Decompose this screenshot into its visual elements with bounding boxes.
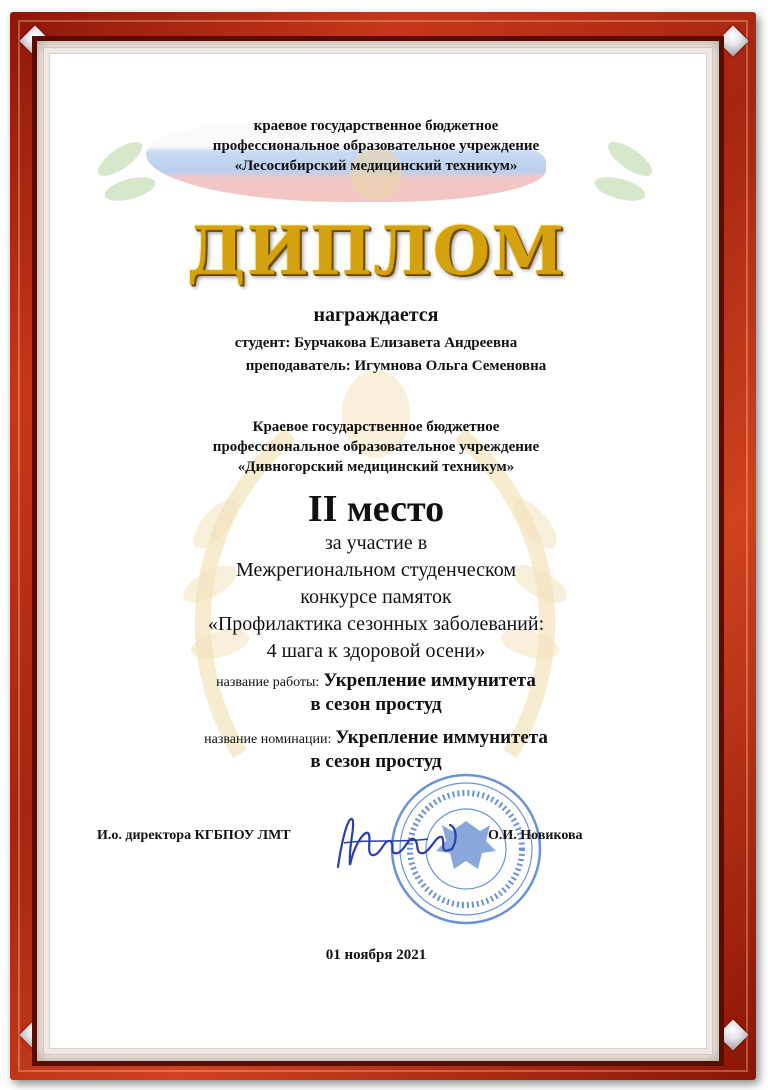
work-colon: : (315, 675, 320, 690)
contest-line: 4 шага к здоровой осени» (266, 640, 486, 662)
diploma-title: ДИПЛОМ (186, 212, 566, 290)
student-line: студент: Бурчакова Елизавета Андреевна (234, 335, 518, 351)
work-value-cont: в сезон простуд (310, 694, 442, 715)
issuer-line: «Лесосибирский медицинский техникум» (234, 158, 518, 174)
nomination-value-cont: в сезон простуд (310, 751, 442, 772)
nomination-title (50, 727, 702, 773)
issue-date: 01 ноября 2021 (325, 947, 427, 963)
signer-name: О.И. Новикова (488, 828, 583, 843)
work-label: название работы (216, 675, 316, 690)
place-heading: II место (307, 488, 445, 530)
awarded-heading: награждается (313, 304, 439, 326)
recipient-line: «Дивногорский медицинский техникум» (237, 459, 515, 475)
recipient-institution (50, 417, 702, 477)
nomination-value: Укрепление иммунитета (335, 727, 548, 748)
issuer-institution (50, 116, 702, 176)
recipient-line: профессиональное образовательное учреждение (212, 439, 540, 455)
work-title (50, 670, 702, 716)
teacher-line: преподаватель: Игумнова Ольга Семеновна (245, 358, 547, 374)
certificate-paper (49, 53, 707, 1049)
recipient-line: Краевое государственное бюджетное (252, 419, 500, 435)
contest-line: конкурсе памяток (300, 586, 452, 608)
contest-line: «Профилактика сезонных заболеваний: (207, 613, 545, 635)
contest-line: за участие в (324, 532, 428, 554)
contest-line: Межрегиональном студенческом (236, 559, 516, 581)
contest-description (50, 530, 702, 665)
nomination-label: название номинации: (204, 732, 332, 747)
issuer-line: краевое государственное бюджетное (253, 118, 499, 134)
signature-row (50, 824, 702, 864)
signer-position: И.о. директора КГБПОУ ЛМТ (97, 828, 291, 843)
work-value: Укрепление иммунитета (323, 670, 536, 691)
issuer-line: профессиональное образовательное учреждение (212, 138, 540, 154)
inner-border (32, 36, 724, 1066)
